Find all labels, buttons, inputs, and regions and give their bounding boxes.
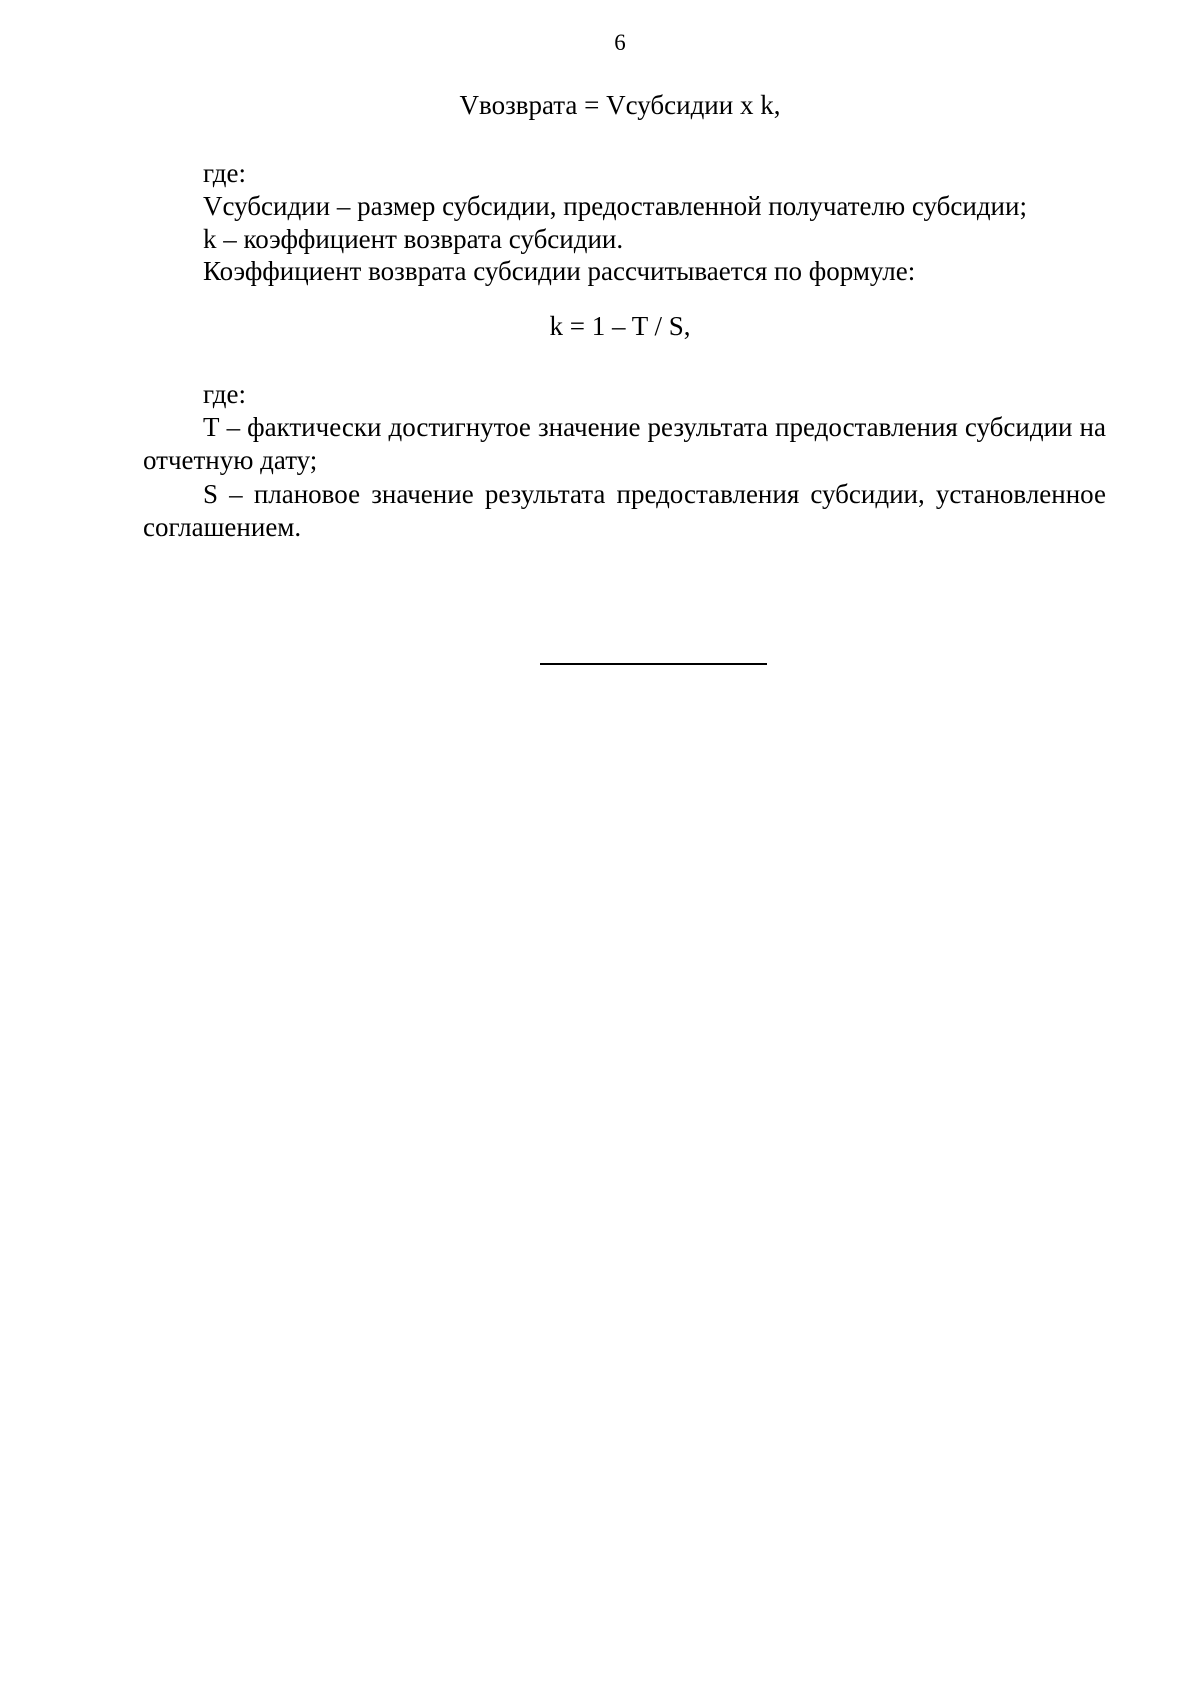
formula-coefficient: k = 1 – T / S, bbox=[549, 311, 691, 341]
definition-k: k – коэффициент возврата субсидии. bbox=[203, 224, 624, 254]
definition-t: Т – фактически достигнутое значение результата предоставления субсидии на отчетную дату; bbox=[143, 412, 1106, 475]
definition-s: S – плановое значение результата предоставления субсидии, установленное соглашением. bbox=[143, 479, 1106, 542]
where-label: где: bbox=[203, 158, 246, 188]
page-number: 6 bbox=[614, 30, 626, 55]
formula-return-amount: Vвозврата = Vсубсидии x k, bbox=[459, 90, 781, 120]
where-label-2: где: bbox=[203, 379, 246, 409]
coefficient-intro: Коэффициент возврата субсидии рассчитывается по формуле: bbox=[203, 256, 916, 286]
definition-v-subsidy: Vсубсидии – размер субсидии, предоставленной получателю субсидии; bbox=[203, 191, 1027, 221]
end-divider-line bbox=[540, 663, 767, 665]
